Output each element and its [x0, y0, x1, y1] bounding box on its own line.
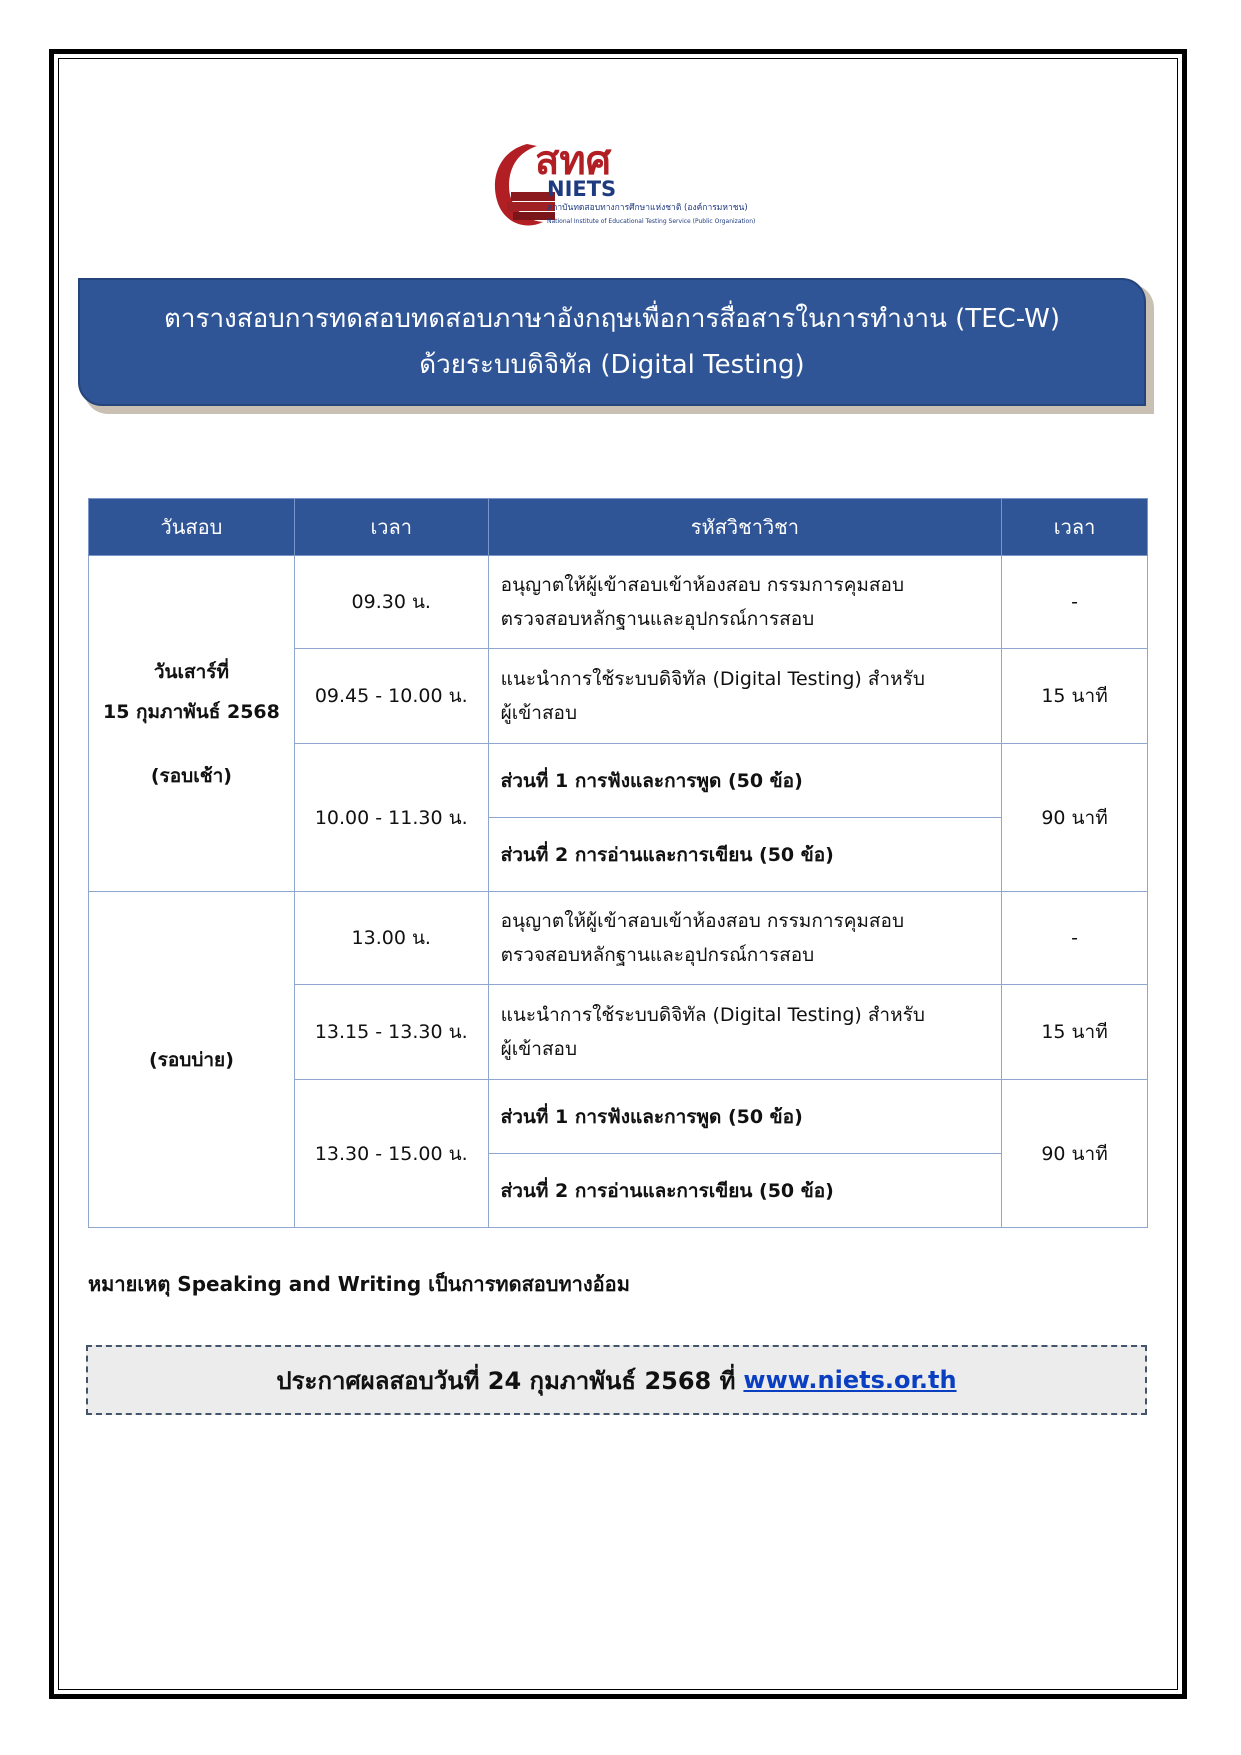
- table-row: [89, 892, 1148, 985]
- results-announcement-box: [86, 1345, 1147, 1415]
- duration-cell: 15 นาที: [1002, 649, 1148, 744]
- time-cell: 13.30 - 15.00 น.: [294, 1080, 488, 1228]
- banner-title-line2: ด้วยระบบดิจิทัล (Digital Testing): [419, 350, 805, 380]
- duration-cell: -: [1002, 892, 1148, 985]
- activity-line: ผู้เข้าสอบ: [500, 702, 578, 724]
- title-banner: [78, 278, 1146, 406]
- part2-cell: ส่วนที่ 2 การอ่านและการเขียน (50 ข้อ): [488, 1154, 1001, 1228]
- logo-english-abbr: NIETS: [547, 177, 617, 201]
- announcement-text: ประกาศผลสอบวันที่ 24 กุมภาพันธ์ 2568 ที่: [276, 1366, 736, 1395]
- activity-cell: [488, 892, 1001, 985]
- header-time: เวลา: [294, 499, 488, 556]
- time-cell: 13.00 น.: [294, 892, 488, 985]
- time-cell: 13.15 - 13.30 น.: [294, 985, 488, 1080]
- afternoon-label: (รอบบ่าย): [148, 1048, 234, 1071]
- table-row: [89, 556, 1148, 649]
- activity-line: ตรวจสอบหลักฐานและอุปกรณ์การสอบ: [500, 944, 815, 966]
- logo-english-fullname: National Institute of Educational Testing Service (Public Organization): [547, 218, 756, 225]
- activity-line: แนะนำการใช้ระบบดิจิทัล (Digital Testing) สำหรับ: [500, 668, 925, 690]
- time-cell: 09.45 - 10.00 น.: [294, 649, 488, 744]
- header-exam-date: วันสอบ: [89, 499, 295, 556]
- activity-line: ผู้เข้าสอบ: [500, 1038, 578, 1060]
- time-cell: 10.00 - 11.30 น.: [294, 744, 488, 892]
- afternoon-date-cell: [89, 892, 295, 1228]
- duration-cell: 90 นาที: [1002, 744, 1148, 892]
- activity-cell: [488, 985, 1001, 1080]
- time-cell: 09.30 น.: [294, 556, 488, 649]
- table-header-row: [89, 499, 1148, 556]
- duration-cell: 90 นาที: [1002, 1080, 1148, 1228]
- logo-thai-fullname: สถาบันทดสอบทางการศึกษาแห่งชาติ (องค์การมหาชน): [547, 203, 748, 213]
- part2-cell: ส่วนที่ 2 การอ่านและการเขียน (50 ข้อ): [488, 818, 1001, 892]
- activity-cell: [488, 556, 1001, 649]
- niets-logo-graphic: [485, 130, 805, 245]
- activity-line: อนุญาตให้ผู้เข้าสอบเข้าห้องสอบ กรรมการคุมสอบ: [500, 574, 904, 596]
- header-duration: เวลา: [1002, 499, 1148, 556]
- date-line2: 15 กุมภาพันธ์ 2568: [102, 700, 280, 723]
- niets-logo: [485, 130, 805, 245]
- activity-line: อนุญาตให้ผู้เข้าสอบเข้าห้องสอบ กรรมการคุมสอบ: [500, 910, 904, 932]
- morning-date-cell: [89, 556, 295, 892]
- banner-title-line1: ตารางสอบการทดสอบทดสอบภาษาอังกฤษเพื่อการสื่อสารในการทำงาน (TEC-W): [164, 304, 1060, 334]
- exam-schedule-table: [88, 498, 1148, 1228]
- activity-line: แนะนำการใช้ระบบดิจิทัล (Digital Testing) สำหรับ: [500, 1004, 925, 1026]
- niets-website-link[interactable]: www.niets.or.th: [743, 1366, 957, 1394]
- part1-cell: ส่วนที่ 1 การฟังและการพูด (50 ข้อ): [488, 744, 1001, 818]
- duration-cell: -: [1002, 556, 1148, 649]
- duration-cell: 15 นาที: [1002, 985, 1148, 1080]
- logo-thai-text: สทศ: [535, 138, 612, 184]
- date-line1: วันเสาร์ที่: [153, 660, 229, 683]
- part1-cell: ส่วนที่ 1 การฟังและการพูด (50 ข้อ): [488, 1080, 1001, 1154]
- remark-note: หมายเหตุ Speaking and Writing เป็นการทดสอบทางอ้อม: [88, 1272, 630, 1296]
- header-subject: รหัสวิชาวิชา: [488, 499, 1001, 556]
- activity-line: ตรวจสอบหลักฐานและอุปกรณ์การสอบ: [500, 608, 815, 630]
- activity-cell: [488, 649, 1001, 744]
- morning-label: (รอบเช้า): [150, 764, 232, 787]
